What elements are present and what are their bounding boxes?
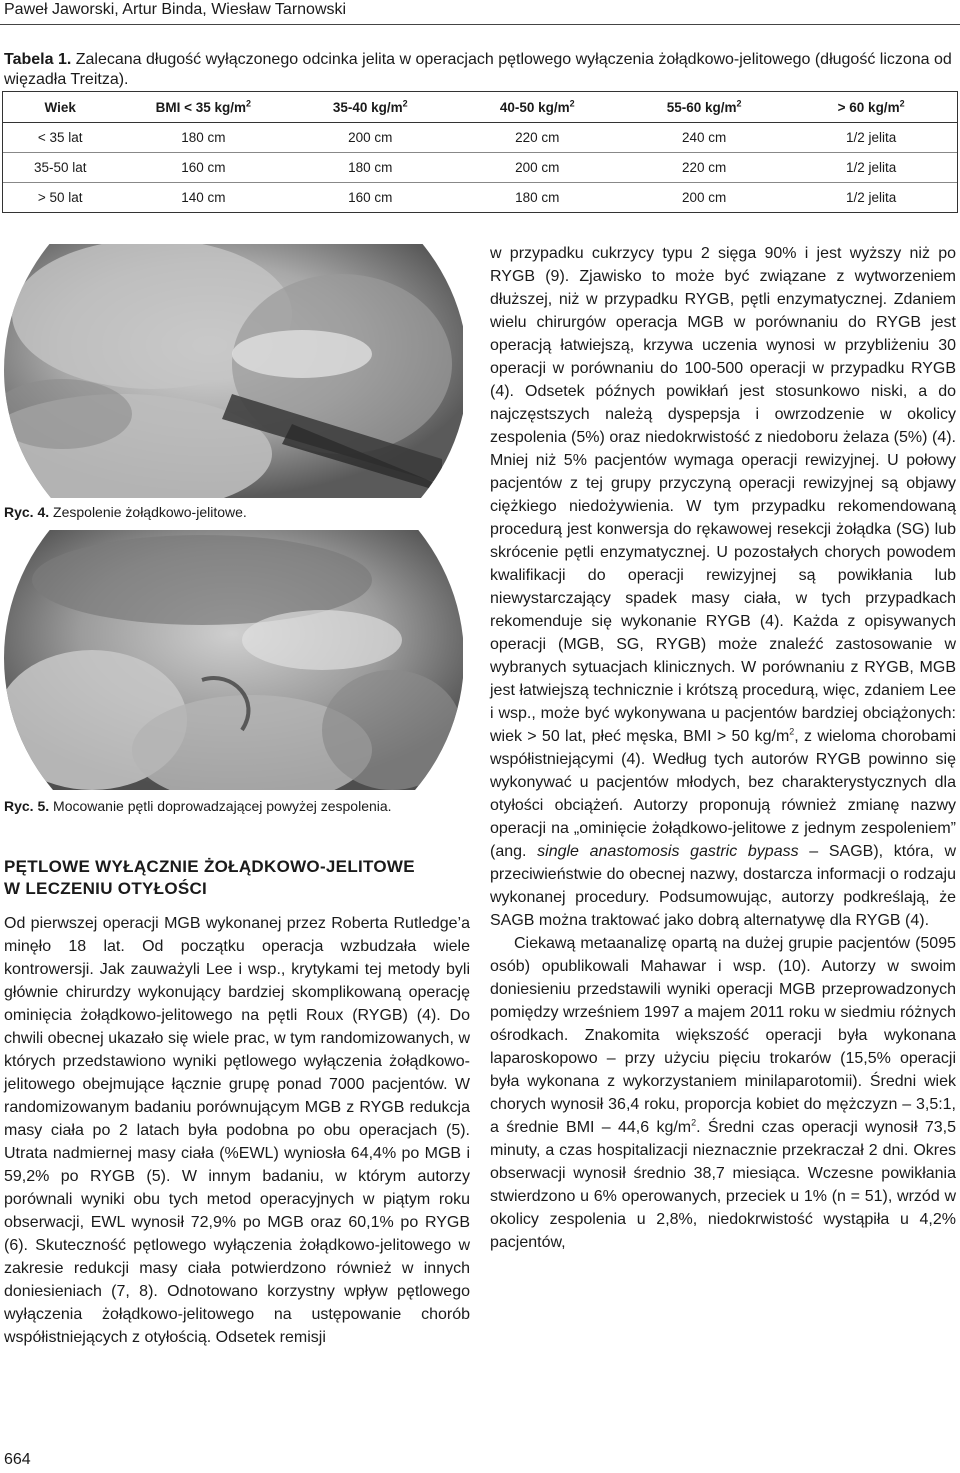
right-column-paragraph-1: w przypadku cukrzycy typu 2 sięga 90% i jest wyższy niż po RYGB (9). Zjawisko to może być związane z wytworzeniem dłuższej, niż w przypadku RYGB, pętli enzymatycznej. Zdaniem wielu chirurgów operacja MGB w porównaniu do RYGB jest operacją łatwiejszą, krzywa uczenia wynosi w przybliżeniu 30 operacji w porównaniu do 100-500 operacji w przypadku RYGB (4). Odsetek późnych powikłań jest stosunkowo niski, a do najczęstszych należą dyspepsja i owrzodzenie w okolicy zespolenia (5%) oraz niedokrwistość z niedoboru żelaza (5%) (4). Mniej niż 5% pacjentów wymaga operacji rewizyjnej. U połowy pacjentów z tej grupy przyczyną operacji rewizyjnej są objawy ciężkiego niedożywienia. W tym przypadku rekomendowaną procedurą jest konwersja do rękawowej resekcji żołądka (SG) lub skrócenie pętli enzymatycznej. U pozostałych chorych powodem kwalifikacji do operacji rewizyjnej są powikłania lub niewystarczający spadek masy ciała, w tych przypadkach rekomenduje się wykonanie RYGB (4). Każda z opisywanych operacji (MGB, SG, RYGB) może znaleźć zastosowanie w wybranych sytuacjach klinicznych. W porównaniu z RYGB, MGB jest łatwiejszą technicznie i krótszą procedurą, więc, zdaniem Lee i wsp., może być wykonywana u pacjentów bardziej obciążonych: wiek > 50 lat, płeć męska, BMI > 50 $kg/m^2$, z wieloma chorobami współistniejącymi (4). Według tych autorów RYGB powinno się wykonywać u pacjentów młodych, bez charakterystycznych dla otyłości obciążeń. Autorzy proponują również zmianę nazwy operacji na „ominięcie żołądkowo-jelitowe z jednym zespoleniem” (ang. single anastomosis gastric bypass – SAGB), która, w przeciwieństwie do obecnej nazwy, dostarcza informacji o rodzaju wykonanej procedury. Podsumowując, autorzy podkreślają, że SAGB można traktować jako dobrą alternatywę dla RYGB (4). <box>490 245 956 929</box>
left-column-paragraph: Od pierwszej operacji MGB wykonanej przez Roberta Rutledge’a minęło 18 lat. Od początku operacja wzbudzała wiele kontrowersji. Jak zauważyli Lee i wsp., krytykami tej metody byli głównie chirurdzy wykonujący bardziej skomplikowaną operację ominięcia żołądkowo-jelitowego na pętli Roux (RYGB) (4). Do chwili obecnej ukazało się wiele prac, w tym randomizowanych, w których przedstawiono wyniki pętlowego wyłączenia żołądkowo-jelitowego obejmujące łącznie grupę ponad 7000 pacjentów. W randomizowanym badaniu porównującym MGB z RYGB redukcja masy ciała po 2 latach była podobna po obu operacjach (5). Utrata nadmiernej masy ciała (%EWL) wyniosła 64,4% po MGB i 59,2% po RYGB (5). W innym badaniu, w którym autorzy porównali wyniki obu tych metod operacyjnych w piątym roku obserwacji, EWL wynosił 72,9% po MGB oraz 60,1% po RYGB (6). Skuteczność pętlowego wyłączenia żołądkowo-jelitowego w zakresie redukcji masy ciała potwierdzono również w innych doniesieniach (7, 8). Odnotowano korzystny wpływ pętlowego wyłączenia żołądkowo-jelitowego na ustępowanie chorób współistniejących z otyłością. Odsetek remisji <box>4 915 470 1346</box>
table-cell: 140 cm <box>181 190 226 205</box>
figure-5-caption-text: Mocowanie pętli doprowadzającej powyżej zespolenia. <box>53 798 392 814</box>
figure-4-photo <box>2 244 463 498</box>
table-cell: 160 cm <box>348 190 393 205</box>
figure-4-caption-text: Zespolenie żołądkowo-jelitowe. <box>53 504 247 520</box>
table-cell: 160 cm <box>117 153 289 183</box>
table-cell: > 50 lat <box>37 190 83 205</box>
table-header-cell: 55-60 $kg/m^2$ <box>623 92 785 123</box>
figure-4-caption <box>4 503 247 521</box>
table-header-cell: 40-50 $kg/m^2$ <box>451 92 623 123</box>
table-cell: 180 cm <box>515 190 560 205</box>
table-cell: 1/2 jelita <box>845 190 897 205</box>
table-cell: 200 cm <box>289 123 451 153</box>
table-cell: 200 cm <box>451 153 623 183</box>
right-column <box>490 242 956 1254</box>
length-table <box>2 91 958 213</box>
table-header-cell: 35-40 $kg/m^2$ <box>289 92 451 123</box>
right-column-paragraph-2: Ciekawą metaanalizę opartą na dużej grupie pacjentów (5095 osób) opublikowali Mahawar i wsp. (10). Autorzy w swoim doniesieniu przedstawili wyniki operacji MGB przeprowadzonych pomiędzy wrześniem 1997 a majem 2011 roku w siedmiu różnych ośrodkach. Znakomita większość operacji była wykonana laparoskopowo – przy użyciu pięciu trokarów (15,5% operacji była wykonana z wykorzystaniem minilaparotomii). Średni wiek chorych wynosił 36,4 roku, proporcja kobiet do mężczyzn – 3,5:1, a średnie BMI – 44,6 $kg/m^2$. Średni czas operacji wynosił 73,5 minuty, a czas hospitalizacji nieznacznie przekraczał 2 dni. Okres obserwacji wynosił średnio 38,7 miesiąca. Wczesne powikłania stwierdzono u 6% operowanych, przeciek u 1% (n = 51), wrzód w okolicy zespolenia u 2,8%, niedokrwistość wystąpiła u 4,2% pacjentów, <box>490 935 956 1251</box>
table-header-cell: > 60 $kg/m^2$ <box>785 92 957 123</box>
left-column <box>4 912 470 1349</box>
table-cell: 200 cm <box>682 190 727 205</box>
table-header-row <box>3 92 957 123</box>
table-cell: 1/2 jelita <box>785 153 957 183</box>
section-heading-line-2: W LECZENIU OTYŁOŚCI <box>4 879 208 898</box>
figure-5-label: Ryc. 5. <box>4 798 50 814</box>
figure-5-caption <box>4 797 392 815</box>
table-header-cell: BMI < 35 $kg/m^2$ <box>117 92 289 123</box>
table-cell: 35-50 lat <box>3 153 117 183</box>
table-label: Tabela 1. <box>4 51 72 68</box>
section-heading <box>4 856 464 900</box>
table-cell: 220 cm <box>623 153 785 183</box>
table-cell: 1/2 jelita <box>785 123 957 153</box>
table-cell: 220 cm <box>451 123 623 153</box>
table-caption-text: Zalecana długość wyłączonego odcinka jelita w operacjach pętlowego wyłączenia żołądkowo-jelitowego (długość liczona od więzadła Treitza). <box>4 51 952 88</box>
figure-5-photo <box>2 530 463 790</box>
table-cell: 180 cm <box>289 153 451 183</box>
running-header-authors: Paweł Jaworski, Artur Binda, Wiesław Tarnowski <box>4 1 347 18</box>
table-cell: 180 cm <box>117 123 289 153</box>
table-header-cell: Wiek <box>3 92 117 123</box>
page-number: 664 <box>4 1451 31 1468</box>
table-row <box>3 153 957 183</box>
table-cell: 240 cm <box>623 123 785 153</box>
figure-4-label: Ryc. 4. <box>4 504 50 520</box>
table-caption <box>4 50 956 90</box>
header-divider <box>0 24 960 25</box>
table-cell: < 35 lat <box>3 123 117 153</box>
table-row <box>3 123 957 153</box>
section-heading-line-1: PĘTLOWE WYŁĄCZNIE ŻOŁĄDKOWO-JELITOWE <box>4 857 415 876</box>
table-row <box>3 183 957 213</box>
